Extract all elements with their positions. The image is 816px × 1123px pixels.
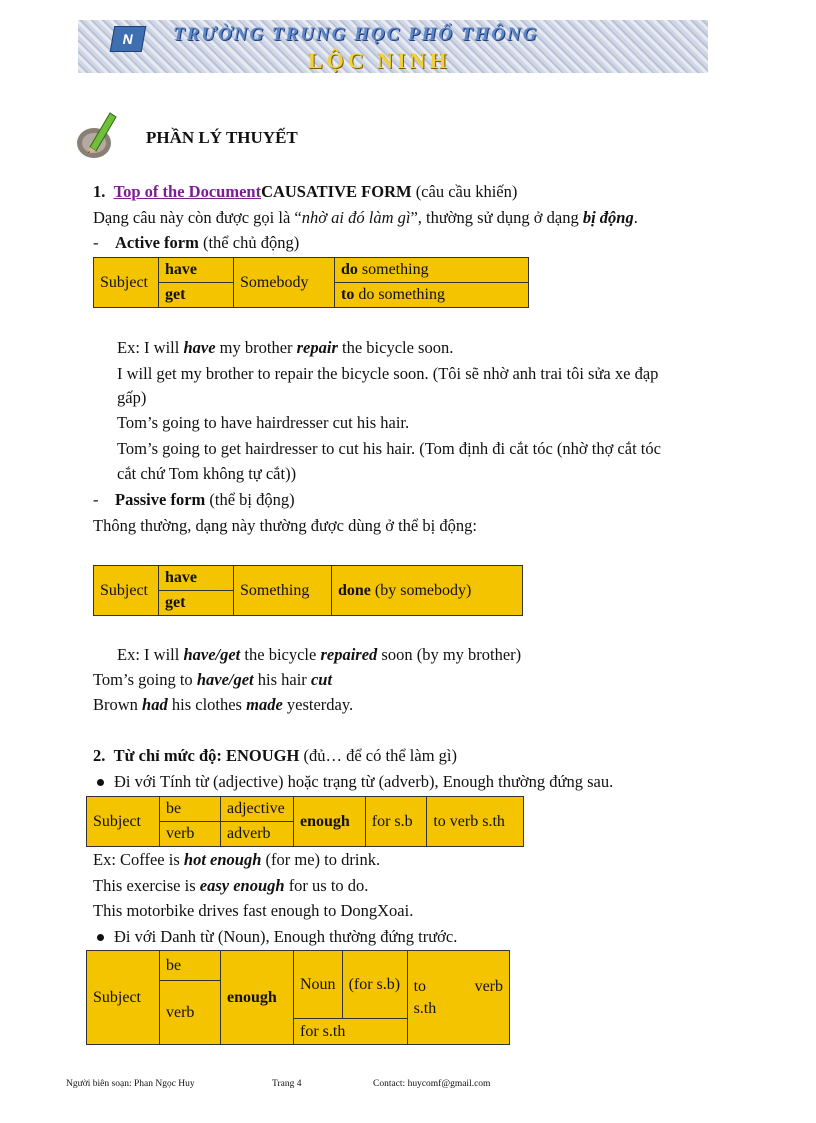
example-2-cont: gấp) <box>117 388 147 407</box>
section-1-title: 1. Top of the DocumentCAUSATIVE FORM (câu cầu khiến) <box>93 182 518 201</box>
example-4-cont: cắt chứ Tom không tự cắt)) <box>117 464 297 483</box>
passive-form-label: - Passive form (thể bị động) <box>93 490 295 509</box>
enough-noun-table: Subject be enough Noun (for s.b) to verb s.th verb for s.th <box>86 950 510 1045</box>
school-logo: N <box>110 26 147 52</box>
example-5: Ex: I will have/get the bicycle repaired soon (by my brother) <box>117 645 522 664</box>
footer-author: Người biên soạn: Phan Ngọc Huy <box>66 1079 195 1089</box>
footer-contact: Contact: huycomf@gmail.com <box>373 1079 491 1089</box>
example-2: I will get my brother to repair the bicycle soon. (Tôi sẽ nhờ anh trai tôi sửa xe đạp <box>117 364 659 383</box>
section-2-title: 2. Từ chỉ mức độ: ENOUGH (đủ… để có thể làm gì) <box>93 746 457 765</box>
bullet-adjective: Đi với Tính từ (adjective) hoặc trạng từ (adverb), Enough thường đứng sau. <box>93 770 613 794</box>
banner-school-name: LỘC NINH <box>308 48 451 73</box>
bullet-noun: Đi với Danh từ (Noun), Enough thường đứng trước. <box>93 925 457 949</box>
active-form-table: Subject have Somebody do something get to do something <box>93 257 529 308</box>
passive-form-table: Subject have Something done (by somebody) get <box>93 565 523 616</box>
example-10: This motorbike drives fast enough to DongXoai. <box>93 901 414 920</box>
example-8: Ex: Coffee is hot enough (for me) to drink. <box>93 850 381 869</box>
school-banner <box>78 20 708 73</box>
footer-page: Trang 4 <box>272 1079 302 1089</box>
example-7: Brown had his clothes made yesterday. <box>93 695 354 714</box>
pencil-icon <box>76 107 118 159</box>
section-1-intro: Dạng câu này còn được gọi là “nhờ ai đó làm gì”, thường sử dụng ở dạng bị động. <box>93 208 638 227</box>
example-6: Tom’s going to have/get his hair cut <box>93 670 333 689</box>
passive-intro: Thông thường, dạng này thường được dùng ở thể bị động: <box>93 516 477 535</box>
example-9: This exercise is easy enough for us to do. <box>93 876 369 895</box>
enough-adjective-table: Subject be adjective enough for s.b to verb s.th verb adverb <box>86 796 524 847</box>
banner-school-type: TRƯỜNG TRUNG HỌC PHỔ THÔNG <box>173 24 539 45</box>
example-4: Tom’s going to get hairdresser to cut his hair. (Tom định đi cắt tóc (nhờ thợ cắt tóc <box>117 439 661 458</box>
active-form-label: - Active form (thể chủ động) <box>93 233 300 252</box>
example-3: Tom’s going to have hairdresser cut his hair. <box>117 413 410 432</box>
example-1: Ex: I will have my brother repair the bicycle soon. <box>117 338 454 357</box>
page-heading: PHẦN LÝ THUYẾT <box>146 128 298 147</box>
top-of-document-link[interactable]: Top of the Document <box>113 182 262 201</box>
